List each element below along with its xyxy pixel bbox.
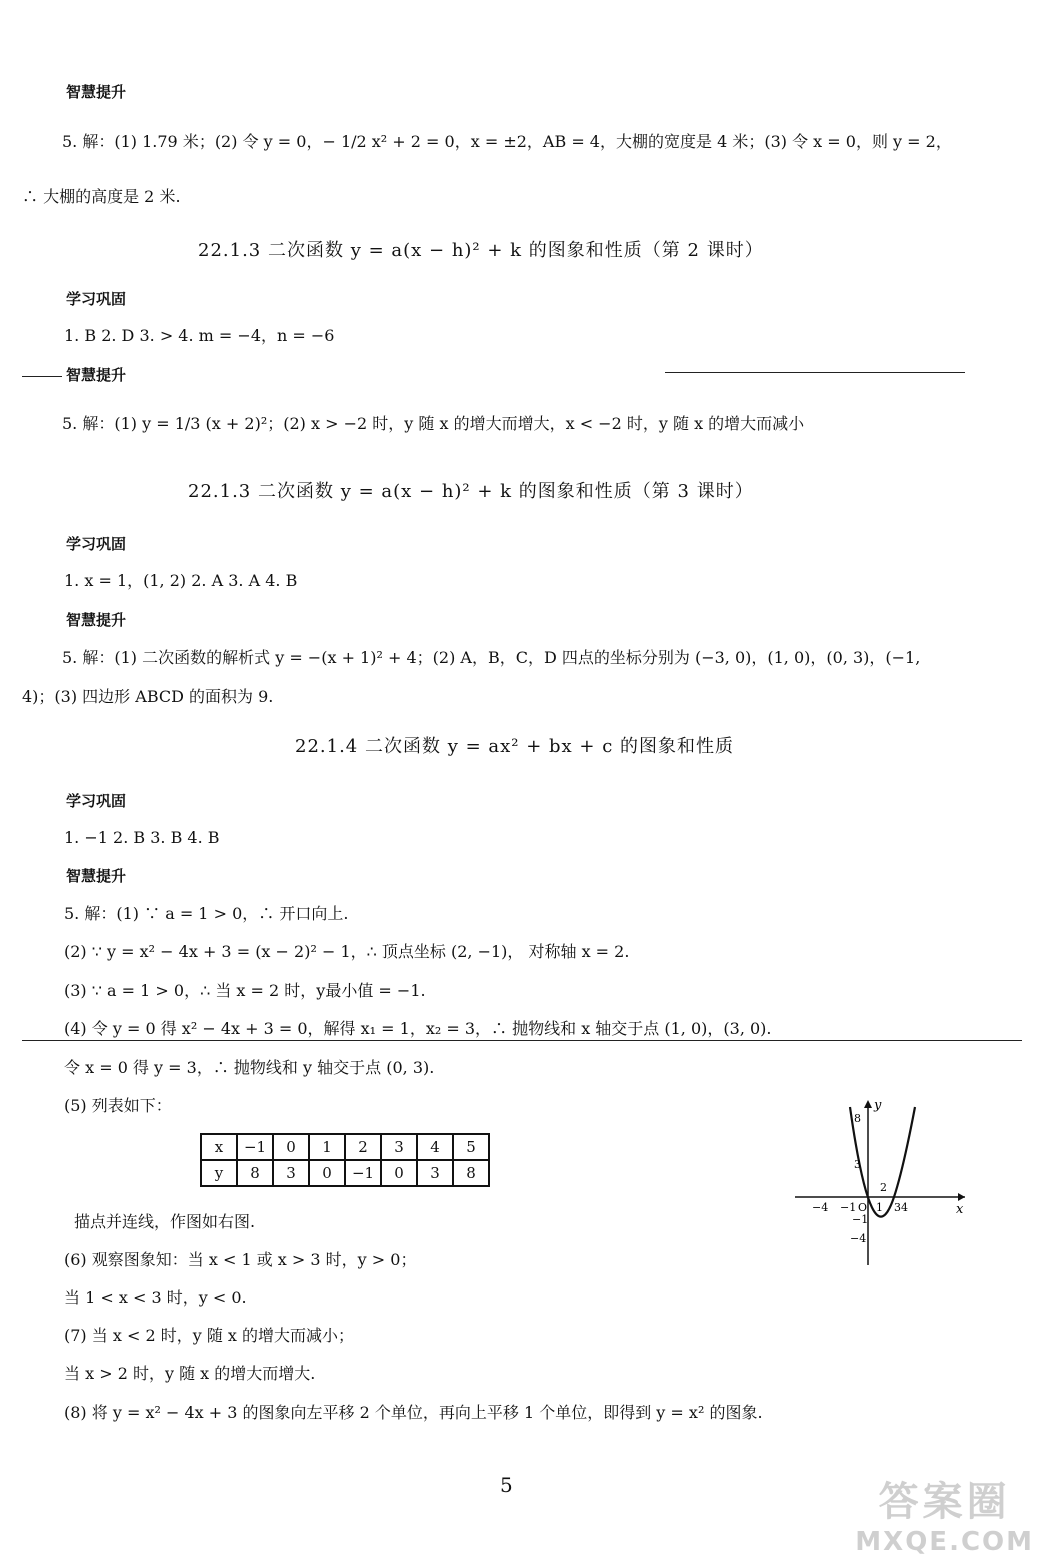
table-cell: 0 xyxy=(309,1160,345,1186)
solution-line: (5) 列表如下： xyxy=(64,1096,172,1115)
table-cell: 8 xyxy=(237,1160,273,1186)
table-cell: 8 xyxy=(453,1160,489,1186)
table-cell: 5 xyxy=(453,1134,489,1160)
table-cell: 2 xyxy=(345,1134,381,1160)
table-cell: 1 xyxy=(309,1134,345,1160)
table-cell: 3 xyxy=(381,1134,417,1160)
solution-line: (8) 将 y = x² − 4x + 3 的图象向左平移 2 个单位，再向上平移 1 个单位，即得到 y = x² 的图象. xyxy=(64,1403,763,1422)
solution-line: 当 1 < x < 3 时，y < 0. xyxy=(64,1288,247,1307)
answers-line: 1. x = 1，(1, 2) 2. A 3. A 4. B xyxy=(64,571,298,590)
page-number: 5 xyxy=(500,1473,513,1497)
table-cell: 0 xyxy=(273,1134,309,1160)
tick-label: 8 xyxy=(854,1112,861,1125)
tick-label: 3 xyxy=(894,1201,901,1214)
tick-label: 3 xyxy=(854,1158,861,1171)
tick-label: 4 xyxy=(901,1201,908,1214)
x-axis-arrow xyxy=(958,1193,965,1201)
divider-line xyxy=(22,1040,1022,1041)
tick-label: 1 xyxy=(876,1201,883,1214)
solution-line: (2) ∵ y = x² − 4x + 3 = (x − 2)² − 1，∴ 顶点坐标 (2, −1)， 对称轴 x = 2. xyxy=(64,942,630,961)
table-cell: −1 xyxy=(237,1134,273,1160)
table-cell: 4 xyxy=(417,1134,453,1160)
section-title: 22.1.3 二次函数 y = a(x − h)² + k 的图象和性质（第 3 课时） xyxy=(188,481,754,502)
watermark xyxy=(855,1470,1034,1557)
divider-line xyxy=(665,372,965,373)
heading-xuexi-gonggu: 学习巩固 xyxy=(66,535,127,553)
q5-solution-line: 5. 解：(1) 1.79 米；(2) 令 y = 0，− 1/2 x² + 2 = 0，x = ±2，AB = 4，大棚的宽度是 4 米；(3) 令 x = 0，则 y = 2， xyxy=(62,132,952,151)
heading-zhihui-tisheng: 智慧提升 xyxy=(66,611,127,629)
answers-line: 1. B 2. D 3. > 4. m = −4，n = −6 xyxy=(64,326,335,345)
solution-line: 5. 解：(1) ∵ a = 1 > 0，∴ 开口向上. xyxy=(64,904,349,923)
table-row xyxy=(201,1160,489,1186)
solution-line: (6) 观察图象知：当 x < 1 或 x > 3 时，y > 0； xyxy=(64,1250,417,1269)
divider-line xyxy=(22,376,62,377)
table-header-cell: y xyxy=(201,1160,237,1186)
solution-line: 描点并连线，作图如右图. xyxy=(74,1212,256,1231)
parabola-graph xyxy=(790,1095,975,1270)
section-title: 22.1.3 二次函数 y = a(x − h)² + k 的图象和性质（第 2 课时） xyxy=(198,240,764,261)
y-axis-arrow xyxy=(864,1100,872,1108)
table-cell: 3 xyxy=(273,1160,309,1186)
q5-solution-line: 5. 解：(1) 二次函数的解析式 y = −(x + 1)² + 4；(2) A，B，C，D 四点的坐标分别为 (−3, 0)，(1, 0)，(0, 3)，(−1, xyxy=(62,648,921,667)
tick-label: 2 xyxy=(880,1181,887,1194)
tick-label: −4 xyxy=(812,1201,829,1214)
q5-solution-line: 5. 解：(1) y = 1/3 (x + 2)²；(2) x > −2 时，y 随 x 的增大而增大，x < −2 时，y 随 x 的增大而减小 xyxy=(62,414,805,433)
section-title: 22.1.4 二次函数 y = ax² + bx + c 的图象和性质 xyxy=(295,736,735,757)
x-axis-label: x xyxy=(956,1202,964,1217)
q5-solution-line: ∴ 大棚的高度是 2 米. xyxy=(22,187,181,206)
tick-label: −1 xyxy=(852,1213,869,1226)
table-header-cell: x xyxy=(201,1134,237,1160)
solution-line: (4) 令 y = 0 得 x² − 4x + 3 = 0，解得 x₁ = 1，x₂ = 3，∴ 抛物线和 x 轴交于点 (1, 0)，(3, 0). xyxy=(64,1019,772,1038)
heading-xuexi-gonggu: 学习巩固 xyxy=(66,792,127,810)
table-cell: −1 xyxy=(345,1160,381,1186)
solution-line: 当 x > 2 时，y 随 x 的增大而增大. xyxy=(64,1364,316,1383)
heading-zhihui-tisheng: 智慧提升 xyxy=(66,83,127,101)
watermark-logo-text: 答案圈 xyxy=(878,1479,1011,1525)
heading-zhihui-tisheng: 智慧提升 xyxy=(66,366,127,384)
solution-line: (7) 当 x < 2 时，y 随 x 的增大而减小； xyxy=(64,1326,355,1345)
answers-line: 1. −1 2. B 3. B 4. B xyxy=(64,828,220,847)
tick-label: −1 xyxy=(840,1201,857,1214)
y-axis-label: y xyxy=(874,1098,882,1113)
tick-label: −4 xyxy=(850,1232,867,1245)
table-cell: 3 xyxy=(417,1160,453,1186)
q5-solution-line: 4)；(3) 四边形 ABCD 的面积为 9. xyxy=(22,687,274,706)
value-table xyxy=(200,1133,490,1187)
table-row xyxy=(201,1134,489,1160)
solution-line: (3) ∵ a = 1 > 0，∴ 当 x = 2 时，y最小值 = −1. xyxy=(64,981,426,1000)
table-cell: 0 xyxy=(381,1160,417,1186)
solution-line: 令 x = 0 得 y = 3，∴ 抛物线和 y 轴交于点 (0, 3). xyxy=(64,1058,435,1077)
tick-label: O xyxy=(858,1201,868,1214)
watermark-url: MXQE.COM xyxy=(855,1527,1034,1557)
heading-xuexi-gonggu: 学习巩固 xyxy=(66,290,127,308)
heading-zhihui-tisheng: 智慧提升 xyxy=(66,867,127,885)
